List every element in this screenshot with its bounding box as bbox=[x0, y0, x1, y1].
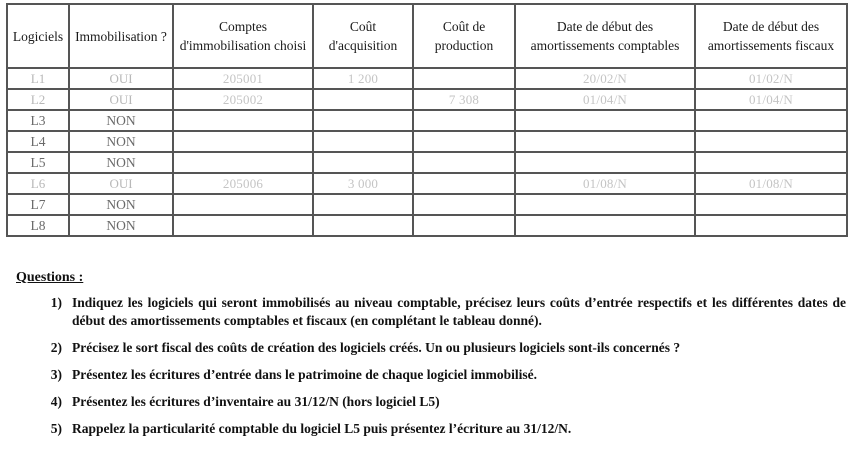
question-number: 1) bbox=[50, 295, 62, 310]
table-cell: L2 bbox=[7, 89, 69, 110]
table-cell bbox=[515, 152, 695, 173]
table-row bbox=[7, 89, 847, 110]
questions-section bbox=[16, 270, 846, 447]
table-cell bbox=[313, 89, 413, 110]
table-cell bbox=[313, 194, 413, 215]
table-cell: 205006 bbox=[173, 173, 313, 194]
question-text: Présentez les écritures d’entrée dans le patrimoine de chaque logiciel immobilisé. bbox=[72, 367, 538, 382]
table-cell: L8 bbox=[7, 215, 69, 236]
table-row bbox=[7, 68, 847, 89]
table-row bbox=[7, 131, 847, 152]
table-cell bbox=[413, 110, 515, 131]
column-header-line: production bbox=[434, 38, 494, 53]
questions-heading: Questions : bbox=[16, 270, 84, 285]
table-cell: 205001 bbox=[173, 68, 313, 89]
table-cell bbox=[695, 194, 847, 215]
table-cell: 3 000 bbox=[313, 173, 413, 194]
table-cell bbox=[413, 131, 515, 152]
column-header-line: Logiciels bbox=[12, 28, 64, 44]
column-header bbox=[69, 4, 173, 68]
table-cell: NON bbox=[69, 110, 173, 131]
table-cell: 01/08/N bbox=[695, 173, 847, 194]
table-cell bbox=[173, 194, 313, 215]
question-number: 2) bbox=[50, 340, 62, 355]
table-body bbox=[7, 68, 847, 236]
table-cell bbox=[173, 215, 313, 236]
table-cell: OUI bbox=[69, 89, 173, 110]
column-header-line: Date de début des bbox=[722, 19, 820, 34]
column-header-line: Comptes bbox=[218, 19, 267, 34]
question-item bbox=[16, 420, 846, 438]
column-header-line: amortissements comptables bbox=[530, 38, 680, 53]
table-cell: 1 200 bbox=[313, 68, 413, 89]
question-item bbox=[16, 339, 846, 357]
table-cell bbox=[173, 131, 313, 152]
question-text: Rappelez la particularité comptable du logiciel L5 puis présentez l’écriture au 31/12/N. bbox=[72, 421, 572, 436]
column-header-line: Immobilisation ? bbox=[75, 28, 167, 44]
column-header-line: amortissements fiscaux bbox=[707, 38, 835, 53]
table-cell bbox=[413, 68, 515, 89]
table-cell: 01/04/N bbox=[515, 89, 695, 110]
question-number: 5) bbox=[50, 421, 62, 436]
table-cell bbox=[413, 215, 515, 236]
table-row bbox=[7, 152, 847, 173]
column-header bbox=[413, 4, 515, 68]
table-cell: NON bbox=[69, 215, 173, 236]
table-cell: 01/04/N bbox=[695, 89, 847, 110]
table-cell: OUI bbox=[69, 173, 173, 194]
table-row bbox=[7, 194, 847, 215]
column-header-line: Date de début des bbox=[556, 19, 654, 34]
table-cell: 205002 bbox=[173, 89, 313, 110]
question-item bbox=[16, 393, 846, 411]
question-item bbox=[16, 294, 846, 330]
table-cell: OUI bbox=[69, 68, 173, 89]
table-cell: 7 308 bbox=[413, 89, 515, 110]
question-text: Indiquez les logiciels qui seront immobilisés au niveau comptable, précisez leurs coûts d’entrée respectifs et les différentes dates de début des amortissements comptables et fiscaux (en complétant le tableau donné). bbox=[72, 295, 846, 328]
column-header-line: Coût de bbox=[442, 19, 486, 34]
table-cell bbox=[515, 215, 695, 236]
table-cell: L1 bbox=[7, 68, 69, 89]
table-cell bbox=[515, 131, 695, 152]
column-header bbox=[313, 4, 413, 68]
column-header bbox=[173, 4, 313, 68]
question-number: 4) bbox=[50, 394, 62, 409]
table-cell: L4 bbox=[7, 131, 69, 152]
question-text: Présentez les écritures d’inventaire au 31/12/N (hors logiciel L5) bbox=[72, 394, 440, 409]
column-header bbox=[515, 4, 695, 68]
table-cell bbox=[173, 152, 313, 173]
column-header bbox=[695, 4, 847, 68]
questions-list bbox=[16, 294, 846, 438]
table-cell bbox=[313, 110, 413, 131]
table-cell bbox=[695, 152, 847, 173]
column-header-line: d'immobilisation choisi bbox=[179, 38, 307, 53]
table-cell: L5 bbox=[7, 152, 69, 173]
table-cell: 01/02/N bbox=[695, 68, 847, 89]
table-cell bbox=[313, 131, 413, 152]
table-header-row bbox=[7, 4, 847, 68]
table-cell bbox=[173, 110, 313, 131]
table-cell bbox=[515, 194, 695, 215]
table-cell: L6 bbox=[7, 173, 69, 194]
table-cell bbox=[413, 152, 515, 173]
column-header-line: Coût bbox=[349, 19, 377, 34]
software-table bbox=[6, 3, 848, 237]
column-header bbox=[7, 4, 69, 68]
table-row bbox=[7, 110, 847, 131]
table-cell bbox=[695, 110, 847, 131]
question-item bbox=[16, 366, 846, 384]
table-cell bbox=[313, 152, 413, 173]
table-cell bbox=[313, 215, 413, 236]
question-text: Précisez le sort fiscal des coûts de création des logiciels créés. Un ou plusieurs logiciels sont-ils concernés ? bbox=[72, 340, 681, 355]
table-cell: 01/08/N bbox=[515, 173, 695, 194]
table-row bbox=[7, 173, 847, 194]
column-header-line: d'acquisition bbox=[328, 38, 398, 53]
question-number: 3) bbox=[50, 367, 62, 382]
table-cell: L3 bbox=[7, 110, 69, 131]
table-cell: NON bbox=[69, 194, 173, 215]
table-cell: NON bbox=[69, 152, 173, 173]
table-cell bbox=[695, 215, 847, 236]
table-cell bbox=[413, 173, 515, 194]
table-cell: 20/02/N bbox=[515, 68, 695, 89]
table-cell: NON bbox=[69, 131, 173, 152]
table-cell: L7 bbox=[7, 194, 69, 215]
table-cell bbox=[695, 131, 847, 152]
table-cell bbox=[413, 194, 515, 215]
table-row bbox=[7, 215, 847, 236]
table-cell bbox=[515, 110, 695, 131]
